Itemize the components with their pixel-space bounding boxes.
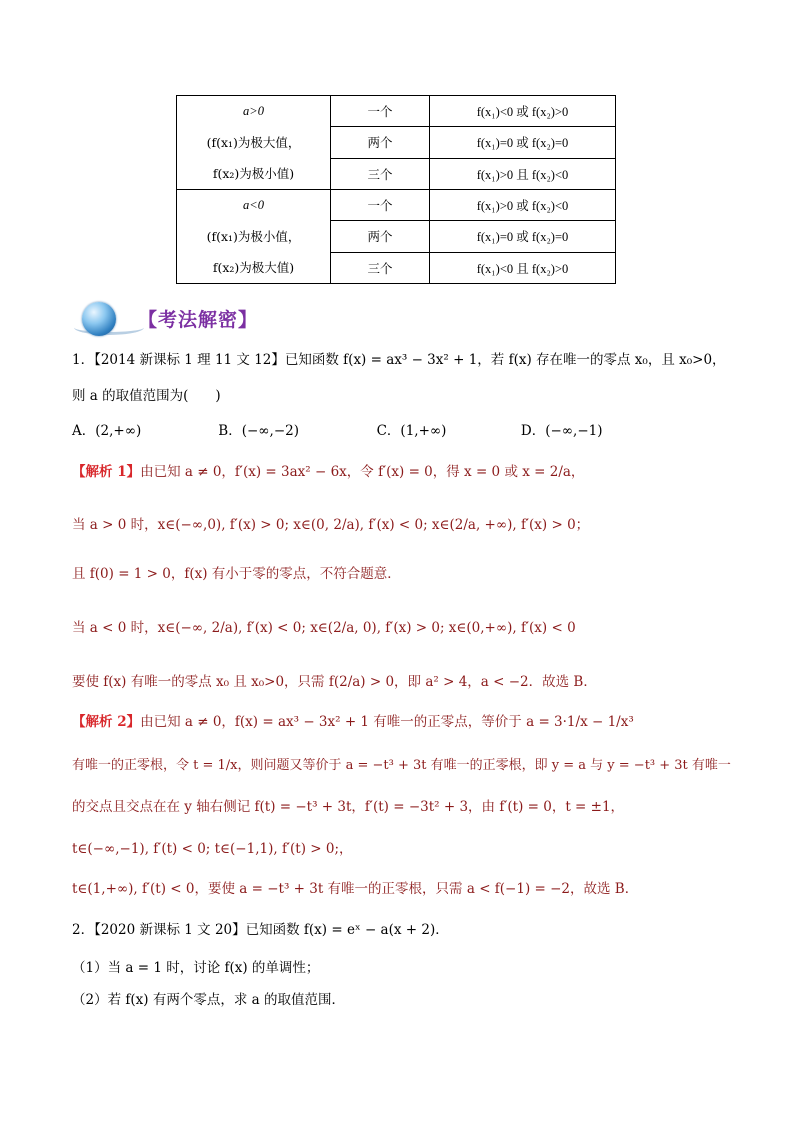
- zero-count-cell: 一个: [331, 190, 430, 221]
- solution-2-line-2: 有唯一的正零根，令 t = 1/x，则问题又等价于 a = −t³ + 3t 有唯一的正零根，即 y = a 与 y = −t³ + 3t 有唯一: [72, 758, 731, 773]
- question-2-stem: 2．【2020 新课标 1 文 20】已知函数 f(x) = eˣ − a(x + 2)．: [72, 922, 449, 938]
- solution-1-line-1: 【解析 1】由已知 a ≠ 0，f′(x) = 3ax² − 6x，令 f′(x) = 0，得 x = 0 或 x = 2/a，: [72, 464, 585, 480]
- solution-2-line-3: 的交点且交点在在 y 轴右侧记 f(t) = −t³ + 3t，f′(t) = −3t² + 3，由 f′(t) = 0，t = ±1，: [72, 799, 625, 815]
- option-a: A．(2,+∞): [72, 423, 142, 439]
- section-title: 【考法解密】: [138, 309, 259, 331]
- condition-cell: f(x₁)=0 或 f(x₂)=0: [430, 127, 616, 158]
- condition-cell: f(x₁)<0 或 f(x₂)>0: [430, 96, 616, 127]
- solution-2-line-4: t∈(−∞,−1), f′(t) < 0; t∈(−1,1), f′(t) > 0;，: [72, 841, 353, 857]
- table-row: [177, 190, 616, 221]
- question-2-part-1: （1）当 a = 1 时，讨论 f(x) 的单调性；: [72, 960, 320, 976]
- globe-icon: [82, 302, 116, 336]
- section-banner: [74, 300, 374, 338]
- solution-1-tag: 【解析 1】: [72, 464, 141, 480]
- solution-1-line-3: 且 f(0) = 1 > 0，f(x) 有小于零的零点，不符合题意．: [72, 566, 401, 582]
- zero-count-cell: 一个: [331, 96, 430, 127]
- zero-count-cell: 三个: [331, 158, 430, 189]
- condition-cell: f(x₁)=0 或 f(x₂)=0: [430, 221, 616, 252]
- question-1-stem: 1．【2014 新课标 1 理 11 文 12】已知函数 f(x) = ax³ − 3x² + 1，若 f(x) 存在唯一的零点 x₀，且 x₀>0，: [72, 352, 726, 368]
- group-negative-a: a<0 (f(x₁)为极小值， f(x₂)为极大值): [177, 190, 331, 284]
- zero-count-cell: 两个: [331, 221, 430, 252]
- zero-count-table: [176, 95, 616, 284]
- question-1-stem-cont: 则 a 的取值范围为( ): [72, 388, 221, 404]
- solution-2-tag: 【解析 2】: [72, 714, 141, 730]
- solution-1-line-2: 当 a > 0 时，x∈(−∞,0), f′(x) > 0; x∈(0, 2/a), f′(x) < 0; x∈(2/a, +∞), f′(x) > 0；: [72, 517, 590, 533]
- condition-cell: f(x₁)>0 或 f(x₂)<0: [430, 190, 616, 221]
- option-d: D．(−∞,−1): [520, 423, 603, 439]
- solution-2-line-5: t∈(1,+∞), f′(t) < 0，要使 a = −t³ + 3t 有唯一的正零根，只需 a < f(−1) = −2，故选 B．: [72, 881, 639, 897]
- group-positive-a: a>0 (f(x₁)为极大值， f(x₂)为极小值): [177, 96, 331, 190]
- question-1-options: [72, 421, 734, 441]
- zero-count-cell: 两个: [331, 127, 430, 158]
- option-c: C．(1,+∞): [376, 423, 447, 439]
- question-2-part-2: （2）若 f(x) 有两个零点，求 a 的取值范围．: [72, 992, 345, 1008]
- condition-cell: f(x₁)<0 且 f(x₂)>0: [430, 252, 616, 283]
- zero-count-cell: 三个: [331, 252, 430, 283]
- solution-1-line-5: 要使 f(x) 有唯一的零点 x₀ 且 x₀>0，只需 f(2/a) > 0，即 a² > 4，a < −2．故选 B．: [72, 674, 597, 690]
- option-b: B．(−∞,−2): [218, 423, 300, 439]
- table-row: [177, 96, 616, 127]
- condition-cell: f(x₁)>0 且 f(x₂)<0: [430, 158, 616, 189]
- solution-1-line-4: 当 a < 0 时，x∈(−∞, 2/a), f′(x) < 0; x∈(2/a, 0), f′(x) > 0; x∈(0,+∞), f′(x) < 0: [72, 620, 576, 636]
- solution-2-line-1: 【解析 2】由已知 a ≠ 0，f(x) = ax³ − 3x² + 1 有唯一的正零点，等价于 a = 3·1/x − 1/x³: [72, 714, 634, 730]
